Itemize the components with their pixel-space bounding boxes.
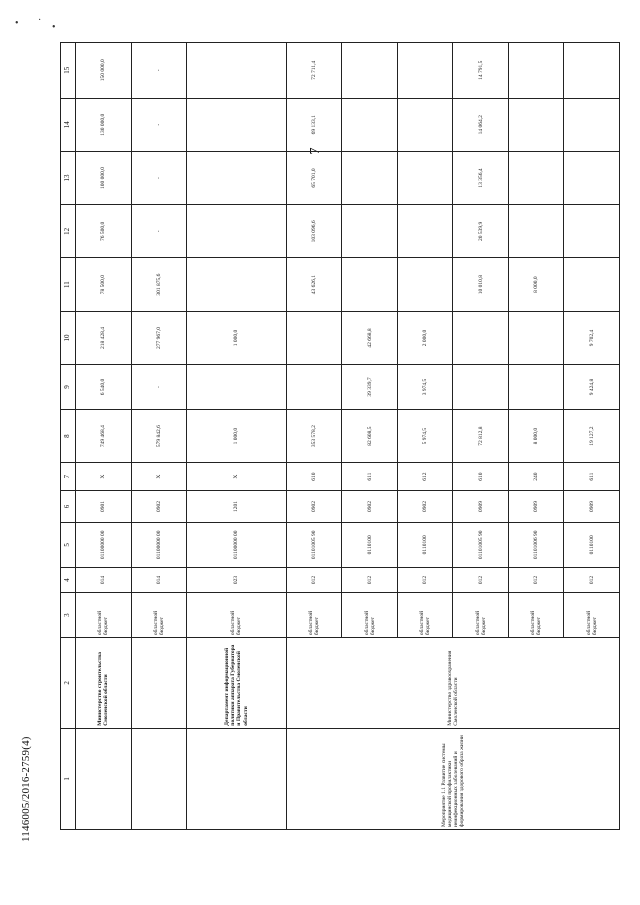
cell-csr: 01100000 00: [76, 522, 132, 567]
cell-source: областной бюджет: [508, 593, 564, 638]
column-header: 7: [61, 463, 76, 491]
column-header: 8: [61, 409, 76, 462]
cell-vr: 611: [342, 463, 398, 491]
cell-executor: Департамент информационной политики аппарата Губернатора и Правительства Смоленской области: [187, 638, 287, 729]
cell-vr: 240: [508, 463, 564, 491]
cell-year: 103 096,6: [286, 205, 342, 258]
column-header: 10: [61, 311, 76, 364]
cell-year: 78 500,0: [76, 258, 132, 311]
cell-year: 9 702,4: [564, 311, 620, 364]
cell-source: областной бюджет: [564, 593, 620, 638]
cell-source: областной бюджет: [342, 593, 398, 638]
cell-csr: 01101005 90: [453, 522, 509, 567]
cell-year: 65 701,0: [286, 151, 342, 204]
cell-year: 72 711,4: [286, 43, 342, 99]
cell-year: 277 967,0: [131, 311, 187, 364]
scan-speck: ·: [38, 15, 42, 26]
cell-rzpr: 0902: [397, 490, 453, 522]
cell-year: [187, 365, 287, 410]
cell-year: [564, 258, 620, 311]
cell-year: [508, 311, 564, 364]
cell-year: [397, 205, 453, 258]
cell-vr: 612: [397, 463, 453, 491]
cell-year: [564, 151, 620, 204]
cell-measure: [187, 728, 287, 829]
cell-year: [397, 43, 453, 99]
cell-csr: 01101005 90: [286, 522, 342, 567]
cell-grbs: 023: [187, 567, 287, 593]
cell-grbs: 012: [397, 567, 453, 593]
cell-rzpr: 0909: [508, 490, 564, 522]
cell-year: [342, 205, 398, 258]
cell-year: 10 010,8: [453, 258, 509, 311]
column-header: 3: [61, 593, 76, 638]
cell-source: областной бюджет: [187, 593, 287, 638]
cell-rzpr: 0901: [76, 490, 132, 522]
table-row: [131, 43, 187, 830]
column-header: 2: [61, 638, 76, 729]
cell-year: -: [131, 43, 187, 99]
cell-year: [286, 365, 342, 410]
cell-year: 9 424,8: [564, 365, 620, 410]
cell-year: 76 500,0: [76, 205, 132, 258]
cell-year: 1 000,0: [187, 311, 287, 364]
cell-year: [342, 43, 398, 99]
cell-year: [286, 311, 342, 364]
cell-grbs: 012: [508, 567, 564, 593]
cell-total: 579 842,6: [131, 409, 187, 462]
cell-year: 13 356,4: [453, 151, 509, 204]
cell-year: 6 540,0: [76, 365, 132, 410]
cell-vr: X: [131, 463, 187, 491]
cell-total: 5 974,5: [397, 409, 453, 462]
cell-csr: 0110100: [564, 522, 620, 567]
cell-vr: 611: [564, 463, 620, 491]
cell-year: [564, 43, 620, 99]
cell-year: [397, 258, 453, 311]
cell-rzpr: 0902: [286, 490, 342, 522]
cell-vr: 610: [286, 463, 342, 491]
cell-year: [564, 205, 620, 258]
page-number: 7: [308, 147, 323, 155]
cell-total: 1 000,0: [187, 409, 287, 462]
cell-grbs: 014: [131, 567, 187, 593]
cell-executor: [131, 638, 187, 729]
cell-grbs: 012: [453, 567, 509, 593]
column-header: 11: [61, 258, 76, 311]
cell-year: 42 668,8: [342, 311, 398, 364]
cell-year: [508, 205, 564, 258]
table-row: [187, 43, 287, 830]
cell-source: областной бюджет: [397, 593, 453, 638]
table-row: [76, 43, 132, 830]
cell-executor: Министерство строительства Смоленской области: [76, 638, 132, 729]
cell-source: областной бюджет: [131, 593, 187, 638]
table-row: [286, 43, 342, 830]
cell-year: [397, 151, 453, 204]
column-header: 12: [61, 205, 76, 258]
cell-csr: 0110100: [342, 522, 398, 567]
cell-year: 2 000,0: [397, 311, 453, 364]
scan-speck: •: [52, 22, 56, 33]
cell-source: областной бюджет: [286, 593, 342, 638]
cell-year: 14 064,2: [453, 98, 509, 151]
cell-year: 150 000,0: [76, 43, 132, 99]
header-row: [61, 43, 76, 830]
cell-grbs: 012: [286, 567, 342, 593]
cell-year: 69 133,1: [286, 98, 342, 151]
cell-year: [397, 98, 453, 151]
cell-year: 218 428,4: [76, 311, 132, 364]
cell-csr: 01100000 00: [187, 522, 287, 567]
cell-year: 301 875,6: [131, 258, 187, 311]
cell-year: -: [131, 205, 187, 258]
cell-year: 20 539,9: [453, 205, 509, 258]
cell-year: [564, 98, 620, 151]
column-header: 5: [61, 522, 76, 567]
cell-year: [508, 365, 564, 410]
cell-year: [187, 151, 287, 204]
cell-year: [342, 258, 398, 311]
cell-grbs: 012: [342, 567, 398, 593]
cell-year: 100 000,0: [76, 151, 132, 204]
cell-year: [508, 43, 564, 99]
cell-rzpr: 0902: [131, 490, 187, 522]
cell-year: [453, 311, 509, 364]
cell-source: областной бюджет: [453, 593, 509, 638]
cell-rzpr: 0902: [342, 490, 398, 522]
column-header: 14: [61, 98, 76, 151]
cell-measure: Мероприятие 1.1 Развитие системы медицинской профилактики неинфекционных заболеваний и формирования здорового образа жизни: [286, 728, 619, 829]
cell-grbs: 012: [564, 567, 620, 593]
cell-total: 353 578,2: [286, 409, 342, 462]
cell-year: 3 974,5: [397, 365, 453, 410]
cell-total: 72 812,8: [453, 409, 509, 462]
cell-year: [508, 98, 564, 151]
cell-year: [508, 151, 564, 204]
cell-year: -: [131, 98, 187, 151]
cell-rzpr: 0909: [564, 490, 620, 522]
cell-grbs: 014: [76, 567, 132, 593]
cell-year: 8 000,0: [508, 258, 564, 311]
cell-measure: [76, 728, 132, 829]
budget-table: [60, 42, 620, 830]
cell-source: областной бюджет: [76, 593, 132, 638]
column-header: 6: [61, 490, 76, 522]
cell-total: 82 608,5: [342, 409, 398, 462]
cell-total: 749 468,4: [76, 409, 132, 462]
cell-year: -: [131, 365, 187, 410]
cell-year: [342, 151, 398, 204]
cell-measure: [131, 728, 187, 829]
cell-total: 19 127,2: [564, 409, 620, 462]
cell-year: [453, 365, 509, 410]
cell-year: 130 000,0: [76, 98, 132, 151]
cell-vr: X: [76, 463, 132, 491]
cell-year: 43 626,1: [286, 258, 342, 311]
cell-csr: 01101006 90: [508, 522, 564, 567]
cell-rzpr: 1201: [187, 490, 287, 522]
cell-year: [187, 98, 287, 151]
column-header: 4: [61, 567, 76, 593]
cell-executor: Министерство здравоохранения Смоленской области: [286, 638, 619, 729]
cell-rzpr: 0909: [453, 490, 509, 522]
cell-year: [187, 205, 287, 258]
cell-year: [342, 98, 398, 151]
cell-year: -: [131, 151, 187, 204]
column-header: 15: [61, 43, 76, 99]
column-header: 1: [61, 728, 76, 829]
cell-csr: 0110100: [397, 522, 453, 567]
cell-total: 8 000,0: [508, 409, 564, 462]
cell-year: 39 339,7: [342, 365, 398, 410]
column-header: 13: [61, 151, 76, 204]
cell-vr: X: [187, 463, 287, 491]
cell-year: 14 791,5: [453, 43, 509, 99]
column-header: 9: [61, 365, 76, 410]
cell-year: [187, 258, 287, 311]
cell-year: [187, 43, 287, 99]
cell-csr: 01100000 00: [131, 522, 187, 567]
cell-vr: 610: [453, 463, 509, 491]
document-code: 1146005/2016-2759(4): [20, 736, 32, 842]
scan-speck: •: [15, 18, 19, 29]
